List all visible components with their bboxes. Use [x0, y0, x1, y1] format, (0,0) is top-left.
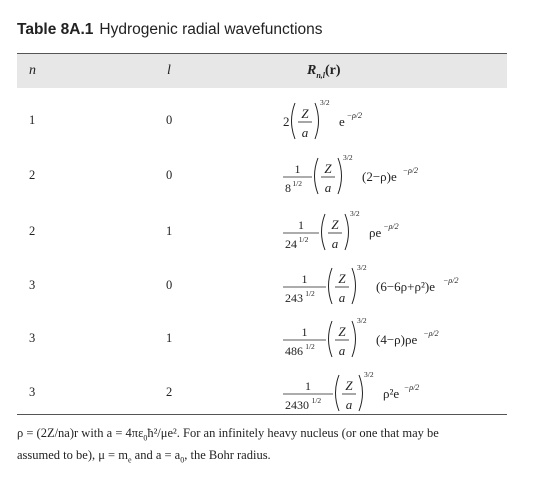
- footnote-line2-mid: and a = a: [131, 447, 181, 462]
- wavefunction-formula: [275, 148, 510, 204]
- close-paren: [315, 103, 319, 139]
- formula-denominator-exponent: 1/2: [292, 179, 302, 188]
- z-numerator: Z: [345, 378, 353, 393]
- z-numerator: Z: [301, 106, 309, 121]
- radial-wavefunction-table: [17, 53, 507, 415]
- a-denominator: a: [338, 290, 346, 305]
- z-numerator: Z: [324, 161, 332, 176]
- formula-denominator: 243: [285, 291, 303, 305]
- formula-tail: (2−ρ)e: [362, 169, 397, 184]
- close-paren: [359, 375, 363, 411]
- header-R: $R_{n,l}(r)$: [307, 63, 341, 80]
- table-row: [17, 311, 507, 367]
- cell-n: 2: [29, 168, 36, 182]
- close-paren: [352, 268, 356, 304]
- z-over-a-exponent: 3/2: [364, 370, 374, 379]
- formula-denominator: 486: [285, 344, 303, 358]
- formula-coefficient: 1: [305, 379, 311, 393]
- cell-n: 3: [29, 385, 36, 399]
- cell-l: 0: [166, 278, 173, 292]
- formula-tail: e: [339, 114, 345, 129]
- formula-tail: ρ²e: [383, 386, 400, 401]
- open-paren: [292, 103, 296, 139]
- table-caption: Hydrogenic radial wavefunctions: [99, 21, 323, 38]
- formula-tail-exponent: −ρ/2: [402, 166, 419, 175]
- open-paren: [336, 375, 340, 411]
- z-over-a-exponent: 3/2: [357, 263, 367, 272]
- header-R-subscript: n,l: [316, 70, 326, 80]
- a-denominator: a: [338, 343, 346, 358]
- z-over-a-exponent: 3/2: [357, 316, 367, 325]
- close-paren: [345, 214, 349, 250]
- table-title: [17, 21, 323, 39]
- z-over-a-exponent: 3/2: [343, 153, 353, 162]
- formula-denominator: 24: [285, 237, 297, 251]
- z-numerator: Z: [331, 217, 339, 232]
- cell-l: 1: [166, 224, 173, 238]
- formula-coefficient: 1: [298, 218, 304, 232]
- table-row: [17, 365, 507, 421]
- formula-tail-exponent: −ρ/2: [346, 111, 363, 120]
- table-row: [17, 204, 507, 260]
- formula-tail-exponent: −ρ/2: [443, 276, 459, 285]
- formula-tail-exponent: −ρ/2: [383, 222, 399, 231]
- footnote-line1-end: ħ²/μe². For an infinitely heavy nucleus (or one that may be: [147, 426, 439, 440]
- cell-l: 0: [166, 168, 173, 182]
- open-paren: [329, 321, 333, 357]
- table-row: [17, 93, 507, 149]
- formula-denominator: 2430: [285, 398, 309, 412]
- footnote-line2-start: assumed to be), μ = m: [17, 447, 128, 462]
- formula-denominator-exponent: 1/2: [305, 342, 315, 351]
- open-paren: [315, 158, 319, 194]
- cell-n: 3: [29, 278, 36, 292]
- footnote-eps-sub: 0: [143, 433, 148, 443]
- formula-coefficient: 1: [301, 325, 308, 339]
- close-paren: [338, 158, 342, 194]
- formula-tail-exponent: −ρ/2: [403, 383, 420, 392]
- wavefunction-formula: [275, 93, 510, 149]
- table-row: [17, 148, 507, 204]
- formula-coefficient: 1: [294, 162, 301, 176]
- wavefunction-formula: [275, 311, 510, 367]
- cell-n: 2: [29, 224, 36, 238]
- z-over-a-exponent: 3/2: [320, 98, 330, 107]
- formula-denominator-exponent: 1/2: [305, 289, 315, 298]
- formula-tail-exponent: −ρ/2: [423, 329, 439, 338]
- table-footnote: [17, 425, 512, 468]
- wavefunction-formula: [275, 365, 510, 421]
- wavefunction-formula: [275, 204, 510, 260]
- formula-tail: (4−ρ)ρe: [376, 332, 418, 347]
- wavefunction-formula: [275, 258, 510, 314]
- z-over-a-exponent: 3/2: [350, 209, 360, 218]
- a-denominator: a: [301, 125, 309, 140]
- footnote-line1-start: ρ = (2Z/na)r with a = 4πε: [17, 426, 144, 440]
- z-numerator: Z: [338, 271, 346, 286]
- formula-denominator-exponent: 1/2: [311, 396, 322, 405]
- cell-l: 2: [166, 385, 173, 399]
- open-paren: [329, 268, 333, 304]
- formula-coefficient: 1: [301, 272, 308, 286]
- open-paren: [322, 214, 326, 250]
- header-R-argument: (r): [325, 63, 341, 78]
- table-bottom-rule: [17, 414, 507, 415]
- formula-tail: ρe: [369, 225, 382, 240]
- table-header-row: [17, 53, 507, 88]
- header-l: l: [167, 63, 171, 78]
- footnote-line2-end: , the Bohr radius.: [184, 447, 271, 462]
- formula-tail: (6−6ρ+ρ²)e: [376, 279, 435, 294]
- cell-l: 0: [166, 113, 173, 127]
- formula-coefficient: 2: [283, 114, 290, 129]
- a-denominator: a: [345, 397, 353, 412]
- a-denominator: a: [331, 236, 339, 251]
- formula-denominator: 8: [285, 181, 291, 195]
- z-numerator: Z: [338, 324, 346, 339]
- cell-n: 3: [29, 331, 36, 345]
- cell-n: 1: [29, 113, 36, 127]
- table-row: [17, 258, 507, 314]
- footnote-a0-sub: 0: [180, 455, 185, 464]
- a-denominator: a: [324, 180, 332, 195]
- cell-l: 1: [166, 331, 173, 345]
- header-n: n: [29, 63, 36, 78]
- close-paren: [352, 321, 356, 357]
- table-number: Table 8A.1: [17, 21, 94, 38]
- footnote-me-sub: e: [127, 455, 132, 464]
- formula-denominator-exponent: 1/2: [298, 235, 309, 244]
